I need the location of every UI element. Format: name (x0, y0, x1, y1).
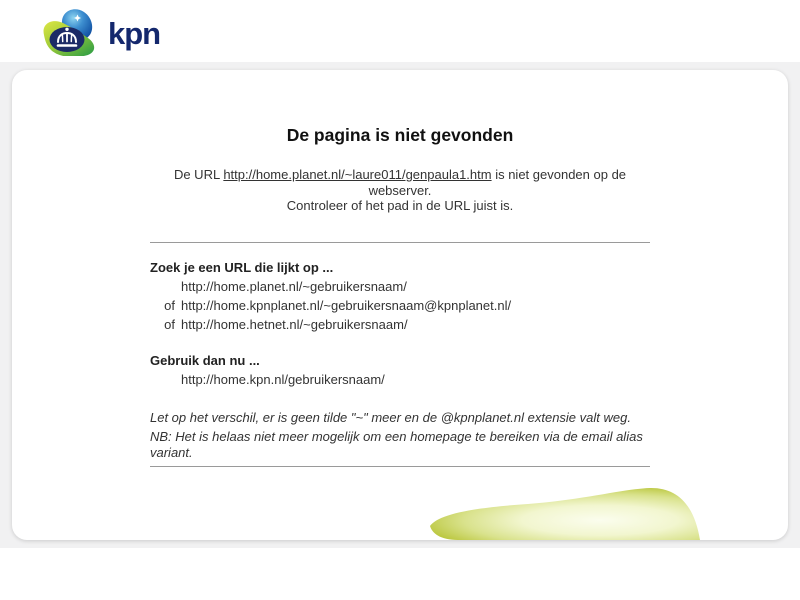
divider-top (150, 242, 650, 243)
intro-text (150, 167, 650, 214)
error-content (150, 70, 650, 467)
row-prefix: of (164, 316, 175, 332)
notes (150, 410, 650, 461)
intro-line2: Controleer of het pad in de URL juist is. (286, 198, 514, 213)
divider-bottom (150, 466, 650, 467)
kpn-logo[interactable] (40, 6, 160, 56)
suggestion-row (150, 277, 650, 296)
page-title: De pagina is niet gevonden (286, 125, 514, 145)
intro-suffix: is niet gevonden op de webserver. (368, 167, 627, 198)
suggestion-url: http://home.kpnplanet.nl/~gebruikersnaam@kpnplanet.nl/ (181, 297, 512, 313)
note-nb: NB: Het is helaas niet meer mogelijk om een homepage te bereiken via de email alias variant. (150, 429, 643, 460)
suggestion-url: http://home.planet.nl/~gebruikersnaam/ (181, 278, 407, 294)
suggestion-row (150, 296, 650, 315)
use-now-row (150, 370, 650, 389)
error-card (12, 70, 788, 540)
use-now-url: http://home.kpn.nl/gebruikersnaam/ (181, 371, 385, 387)
intro-prefix: De URL (173, 167, 224, 182)
header (0, 0, 800, 62)
use-now-heading: Gebruik dan nu ... (150, 352, 260, 368)
row-prefix: of (164, 297, 175, 313)
suggestions-heading: Zoek je een URL die lijkt op ... (150, 259, 334, 275)
green-blob-decoration (428, 485, 718, 540)
kpn-wordmark: kpn (108, 15, 161, 51)
kpn-crown-icon (40, 6, 96, 56)
suggestion-url: http://home.hetnet.nl/~gebruikersnaam/ (181, 316, 408, 332)
note-difference: Let op het verschil, er is geen tilde "~" meer en de @kpnplanet.nl extensie valt weg. (150, 409, 631, 425)
suggestion-row (150, 315, 650, 334)
bottom-space (0, 548, 800, 600)
broken-url-link[interactable]: http://home.planet.nl/~laure011/genpaula1.htm (223, 167, 492, 182)
content-band (0, 62, 800, 548)
